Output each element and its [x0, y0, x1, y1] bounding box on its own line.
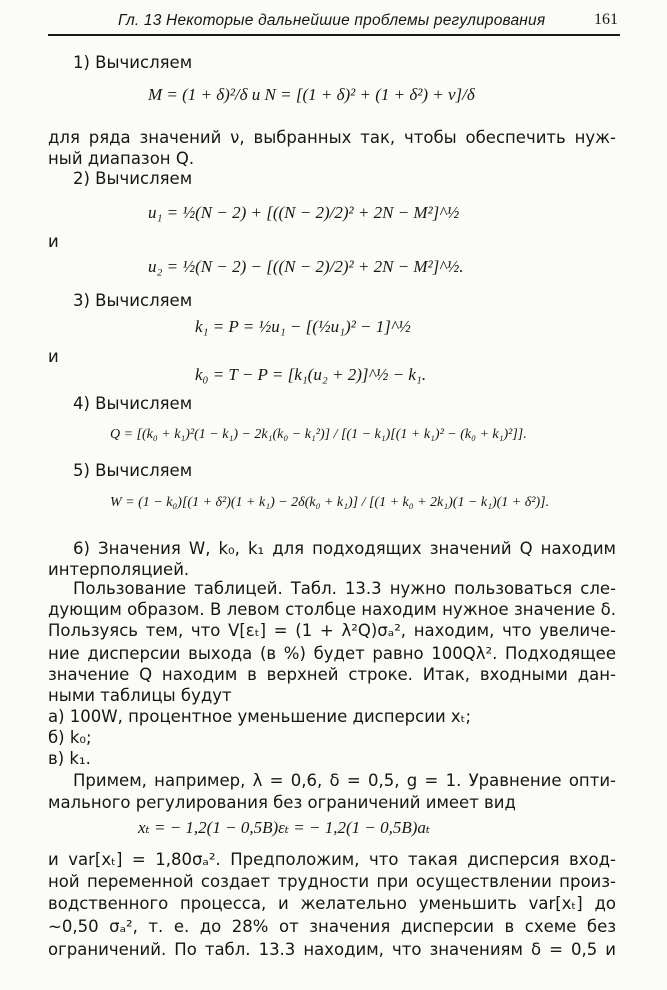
step-5-label: 5) Вычисляем: [73, 461, 193, 480]
usage-line-6: ными таблицы будут: [48, 686, 232, 705]
example-line-4: ной переменной создает трудности при осуществлении произ-: [48, 872, 616, 891]
page-number: 161: [594, 11, 618, 28]
step-1-label: 1) Вычисляем: [73, 53, 193, 72]
formula-u2: u₂ = ½(N − 2) − [((N − 2)/2)² + 2N − M²]^½.: [148, 257, 464, 276]
step-6-text-line-1: 6) Значения W, k₀, k₁ для подходящих значений Q находим: [73, 539, 616, 558]
formula-m-n: M = (1 + δ)²/δ и N = [(1 + δ)² + (1 + δ²) + ν]/δ: [148, 85, 475, 104]
usage-line-3: Пользуясь тем, что V[εₜ] = (1 + λ²Q)σₐ², находим, что увеличе-: [48, 621, 616, 640]
usage-line-5: значение Q находим в верхней строке. Итак, входными дан-: [48, 665, 616, 684]
conjunction-and-2: и: [48, 347, 59, 366]
formula-q: Q = [(k₀ + k₁)²(1 − k₁) − 2k₁(k₀ − k₁²)] / [(1 − k₁)[(1 + k₁)² − (k₀ + k₁)²]].: [110, 427, 527, 442]
formula-k0: k₀ = T − P = [k₁(u₂ + 2)]^½ − k₁.: [195, 365, 427, 384]
usage-item-a: а) 100W, процентное уменьшение дисперсии xₜ;: [48, 707, 472, 726]
usage-line-1: Пользование таблицей. Табл. 13.3 нужно пользоваться сле-: [73, 579, 616, 598]
example-line-3: и var[xₜ] = 1,80σₐ². Предположим, что такая дисперсия вход-: [48, 850, 616, 869]
usage-item-c: в) k₁.: [48, 749, 91, 768]
chapter-title: Гл. 13 Некоторые дальнейшие проблемы регулирования: [118, 12, 546, 29]
running-header: [48, 6, 620, 36]
step-4-label: 4) Вычисляем: [73, 394, 193, 413]
usage-line-2: дующим образом. В левом столбце находим нужное значение δ.: [48, 600, 616, 619]
example-line-5: водственного процесса, и желательно уменьшить var[xₜ] до: [48, 894, 616, 913]
example-line-1: Примем, например, λ = 0,6, δ = 0,5, g = 1. Уравнение опти-: [73, 771, 616, 790]
step-1-text-line-2: ный диапазон Q.: [48, 149, 195, 168]
conjunction-and-1: и: [48, 232, 59, 251]
usage-item-b: б) k₀;: [48, 728, 92, 747]
usage-line-4: ние дисперсии выхода (в %) будет равно 100Qλ². Подходящее: [48, 644, 616, 663]
example-line-6: ∼0,50 σₐ², т. е. до 28% от значения дисперсии в схеме без: [48, 917, 616, 936]
step-6-text-line-2: интерполяцией.: [48, 560, 190, 579]
example-line-2: мального регулирования без ограничений имеет вид: [48, 793, 516, 812]
step-2-label: 2) Вычисляем: [73, 169, 193, 188]
example-line-7: ограничений. По табл. 13.3 находим, что значениям δ = 0,5 и: [48, 940, 616, 959]
formula-x-t: xₜ = − 1,2(1 − 0,5B)εₜ = − 1,2(1 − 0,5B)aₜ: [138, 818, 431, 837]
formula-k1: k₁ = P = ½u₁ − [(½u₁)² − 1]^½: [195, 317, 411, 336]
step-1-text-line-1: для ряда значений ν, выбранных так, чтобы обеспечить нуж-: [48, 128, 616, 147]
formula-u1: u₁ = ½(N − 2) + [((N − 2)/2)² + 2N − M²]^½: [148, 203, 460, 222]
step-3-label: 3) Вычисляем: [73, 291, 193, 310]
formula-w: W = (1 − k₀)[(1 + δ²)(1 + k₁) − 2δ(k₀ + k₁)] / [(1 + k₀ + 2k₁)(1 − k₁)(1 + δ²)].: [110, 495, 550, 510]
